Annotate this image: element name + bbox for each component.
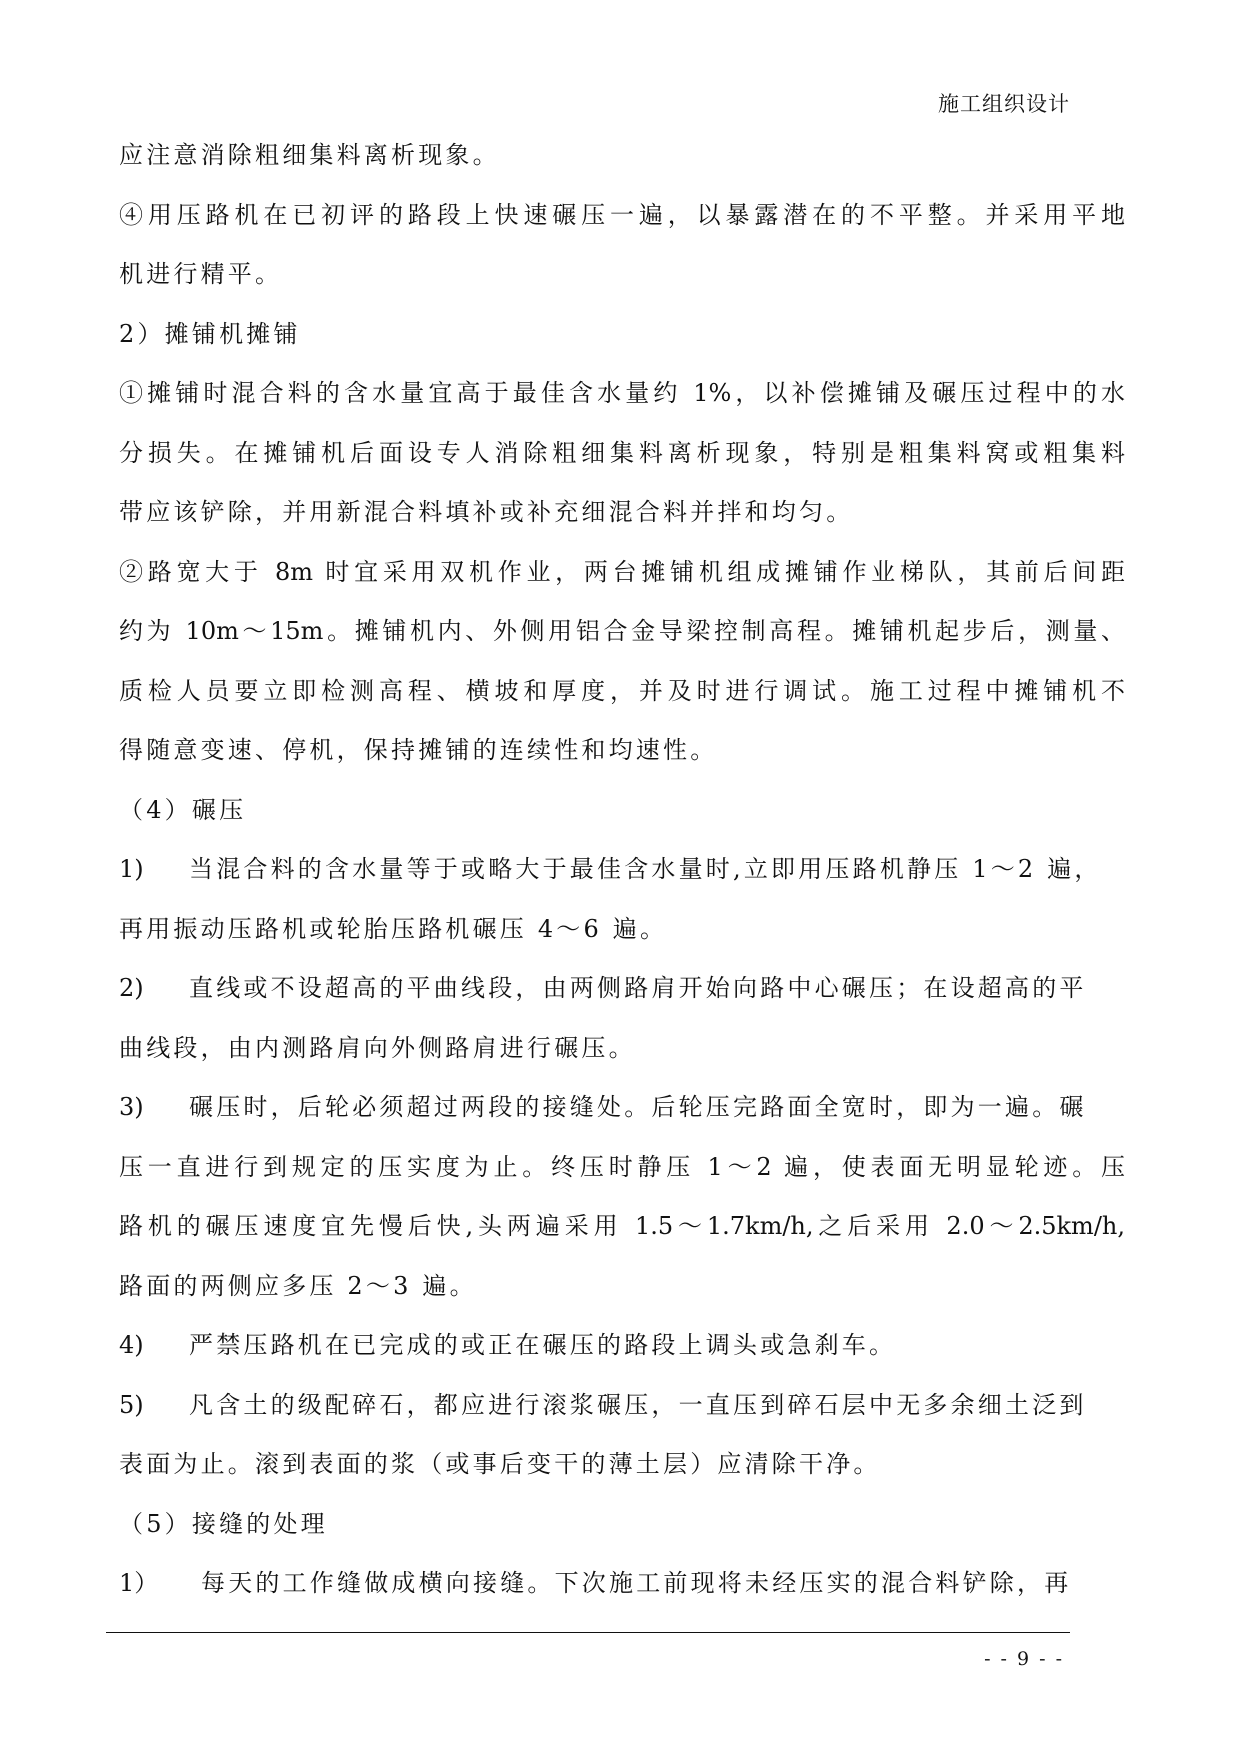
numbered-item-line [119,840,1125,900]
paragraph-line: 压一直进行到规定的压实度为止。终压时静压 1～2 遍，使表面无明显轮迹。压 [119,1152,1125,1181]
item-text: 当混合料的含水量等于或略大于最佳含水量时,立即用压路机静压 1～2 遍， [189,855,1102,883]
numbered-item-line [119,1078,1125,1138]
paragraph-line: 路面的两侧应多压 2～3 遍。 [119,1271,477,1300]
paragraph-line: ②路宽大于 8m 时宜采用双机作业，两台摊铺机组成摊铺作业梯队，其前后间距 [119,557,1125,586]
item-number: 3) [119,1093,144,1121]
page-number: - - 9 - - [984,1648,1064,1670]
paragraph-line: 应注意消除粗细集料离析现象。 [119,141,500,169]
paragraph-line: 再用振动压路机或轮胎压路机碾压 4～6 遍。 [119,914,668,943]
paragraph-line: 带应该铲除，并用新混合料填补或补充细混合料并拌和均匀。 [119,498,854,526]
page-header-title: 施工组织设计 [938,92,1070,116]
item-text: 每天的工作缝做成横向接缝。下次施工前现将未经压实的混合料铲除，再 [201,1569,1072,1597]
item-text: 严禁压路机在已完成的或正在碾压的路段上调头或急刹车。 [189,1331,897,1359]
paragraph-line: 得随意变速、停机，保持摊铺的连续性和均速性。 [119,736,718,764]
item-number: 1） [119,1569,159,1597]
numbered-item-line [119,1376,1125,1436]
item-number: 5) [119,1390,144,1419]
item-text: 直线或不设超高的平曲线段，由两侧路肩开始向路中心碾压；在设超高的平 [189,974,1087,1002]
paragraph-line: 路机的碾压速度宜先慢后快,头两遍采用 1.5～1.7km/h,之后采用 2.0～2.5km/h, [119,1212,1125,1240]
paragraph-line: 分损失。在摊铺机后面设专人消除粗细集料离析现象，特别是粗集料窝或粗集料 [119,438,1125,467]
item-number: 4) [119,1331,144,1359]
numbered-item-line [119,1554,1125,1614]
paragraph-line: 表面为止。滚到表面的浆（或事后变干的薄土层）应清除干净。 [119,1450,881,1478]
item-text: 凡含土的级配碎石，都应进行滚浆碾压，一直压到碎石层中无多余细土泛到 [189,1390,1087,1419]
paragraph-line: ④用压路机在已初评的路段上快速碾压一遍，以暴露潜在的不平整。并采用平地 [119,200,1125,229]
numbered-item-line [119,959,1125,1019]
paragraph-line: ①摊铺时混合料的含水量宜高于最佳含水量约 1%，以补偿摊铺及碾压过程中的水 [119,379,1125,407]
footer-divider [106,1632,1070,1633]
item-number: 2) [119,974,144,1002]
document-body [119,126,1125,1614]
paragraph-line: 曲线段，由内测路肩向外侧路肩进行碾压。 [119,1033,636,1062]
section-heading: （5）接缝的处理 [119,1509,328,1538]
item-number: 1) [119,855,144,883]
section-heading: （4）碾压 [119,795,247,824]
item-text: 碾压时，后轮必须超过两段的接缝处。后轮压完路面全宽时，即为一遍。碾 [189,1093,1087,1121]
section-heading: 2）摊铺机摊铺 [119,319,301,348]
paragraph-line: 约为 10m～15m。摊铺机内、外侧用铝合金导梁控制高程。摊铺机起步后，测量、 [119,617,1125,645]
paragraph-line: 机进行精平。 [119,260,283,288]
numbered-item-line [119,1316,1125,1376]
paragraph-line: 质检人员要立即检测高程、横坡和厚度，并及时进行调试。施工过程中摊铺机不 [119,676,1125,705]
